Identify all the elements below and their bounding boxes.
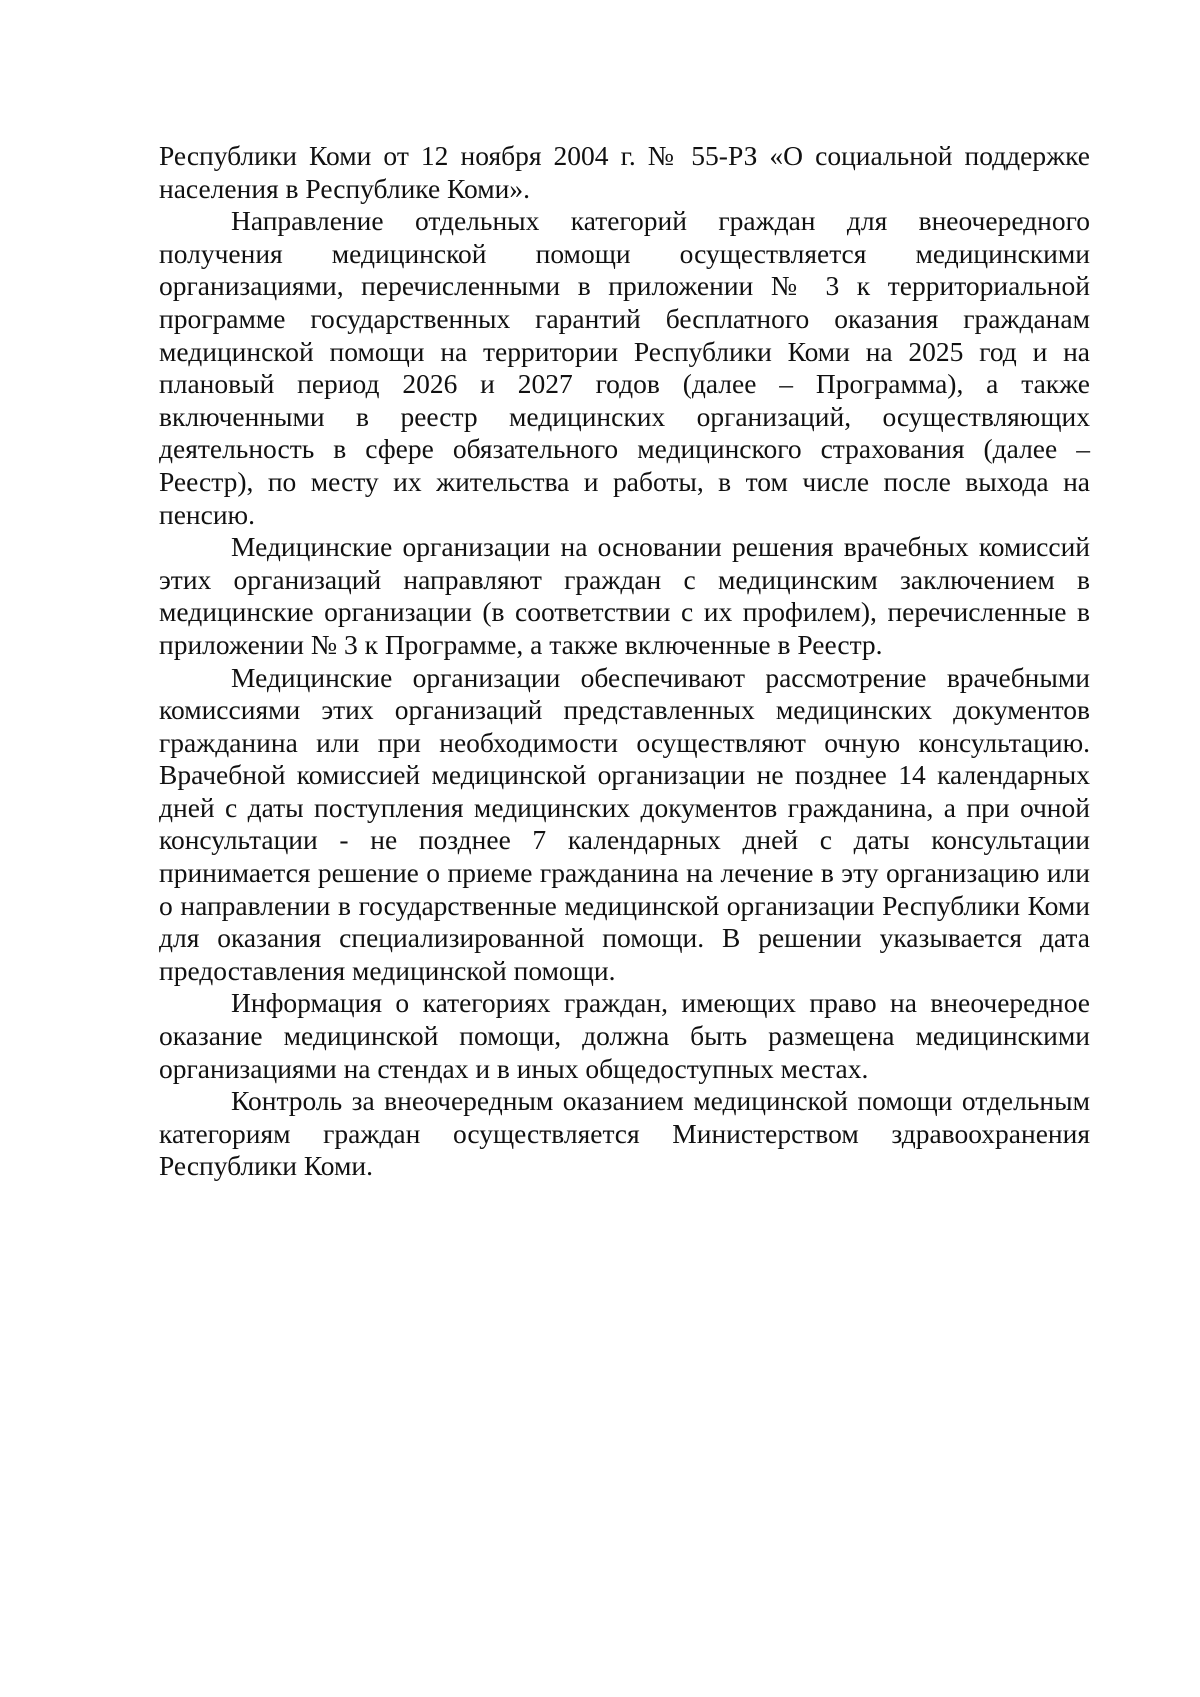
paragraph-control-ministry: Контроль за внеочередным оказанием медицинской помощи отдельным категориям граждан осуществляется Министерством здравоохранения Республики Коми. <box>159 1085 1090 1182</box>
paragraph-review-decision: Медицинские организации обеспечивают рассмотрение врачебными комиссиями этих организаций представленных медицинских документов гражданина или при необходимости осуществляют очную консультацию. Врачебной комиссией медицинской организации не позднее 14 календарных дней с даты поступления медицинских документов гражданина, а при очной консультации - не позднее 7 календарных дней с даты консультации принимается решение о приеме гражданина на лечение в эту организацию или о направлении в государственные медицинской организации Республики Коми для оказания специализированной помощи. В решении указывается дата предоставления медицинской помощи. <box>159 661 1090 986</box>
document-body <box>159 140 1090 1183</box>
paragraph-law-reference: Республики Коми от 12 ноября 2004 г. № 55-РЗ «О социальной поддержке населения в Республике Коми». <box>159 140 1090 204</box>
paragraph-referral-organizations: Направление отдельных категорий граждан для внеочередного получения медицинской помощи осуществляется медицинскими организациями, перечисленными в приложении № 3 к территориальной программе государственных гарантий бесплатного оказания гражданам медицинской помощи на территории Республики Коми на 2025 год и на плановый период 2026 и 2027 годов (далее – Программа), а также включенными в реестр медицинских организаций, осуществляющих деятельность в сфере обязательного медицинского страхования (далее – Реестр), по месту их жительства и работы, в том числе после выхода на пенсию. <box>159 205 1090 530</box>
paragraph-medical-commissions: Медицинские организации на основании решения врачебных комиссий этих организаций направляют граждан с медицинским заключением в медицинские организации (в соответствии с их профилем), перечисленные в приложении № 3 к Программе, а также включенные в Реестр. <box>159 531 1090 660</box>
paragraph-information-placement: Информация о категориях граждан, имеющих право на внеочередное оказание медицинской помощи, должна быть размещена медицинскими организациями на стендах и в иных общедоступных местах. <box>159 987 1090 1084</box>
